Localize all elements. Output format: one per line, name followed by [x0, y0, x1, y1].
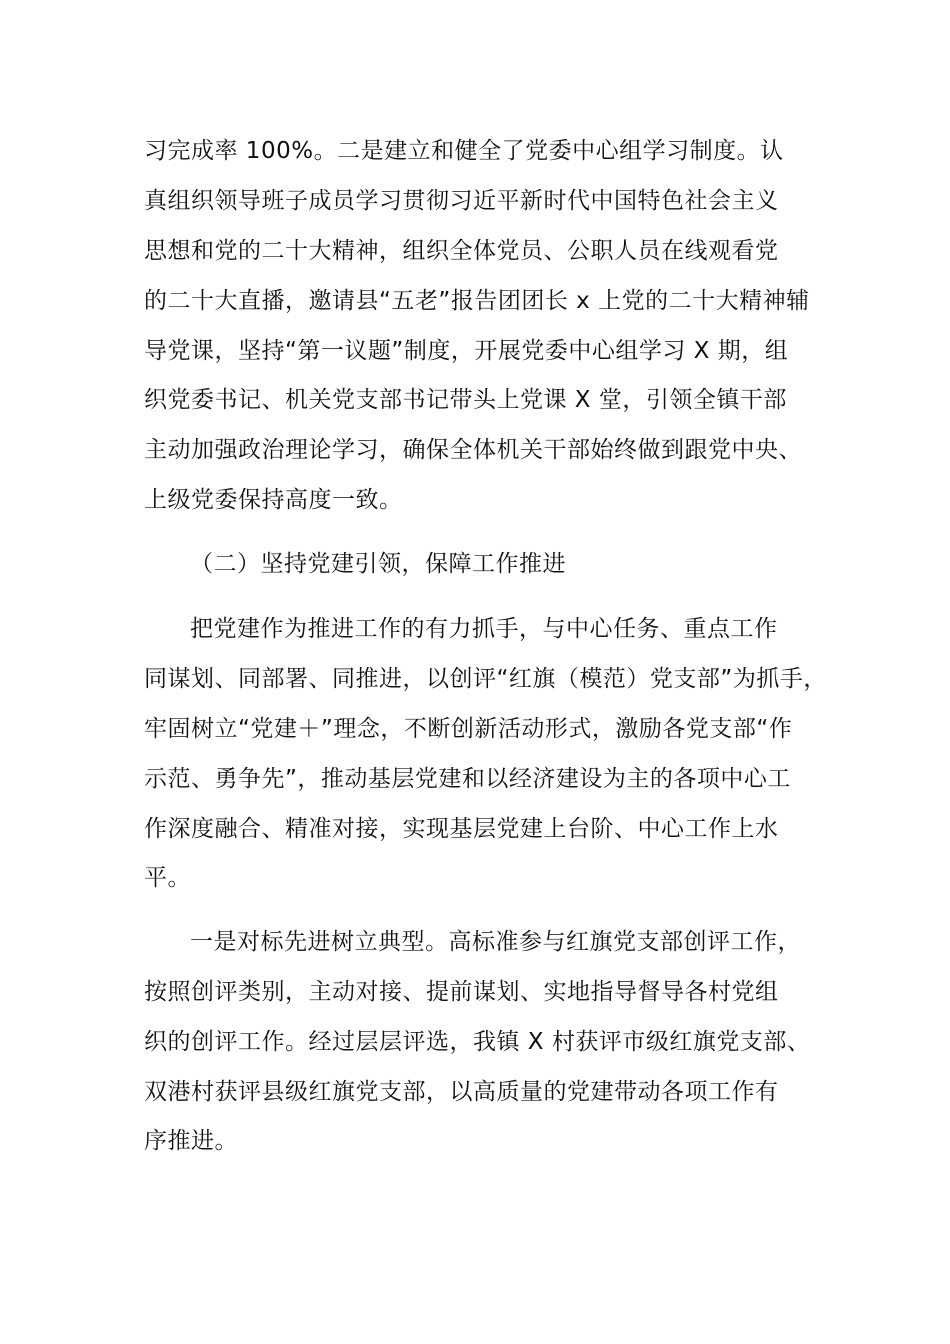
paragraph-line: 把党建作为推进工作的有力抓手，与中心任务、重点工作 [190, 616, 778, 642]
paragraph-line: 的二十大直播，邀请县“五老”报告团团长 x 上党的二十大精神辅 [144, 288, 810, 314]
paragraph-line: 真组织领导班子成员学习贯彻习近平新时代中国特色社会主义 [144, 188, 779, 214]
paragraph-line: 导党课，坚持“第一议题”制度，开展党委中心组学习 X 期，组 [144, 338, 789, 364]
paragraph-line: 同谋划、同部署、同推进，以创评“红旗（模范）党支部”为抓手， [144, 666, 827, 692]
paragraph-line: 序推进。 [144, 1128, 238, 1154]
paragraph-line: 织的创评工作。经过层层评选，我镇 X 村获评市级红旗党支部、 [144, 1029, 811, 1055]
paragraph-line: 示范、勇争先”，推动基层党建和以经济建设为主的各项中心工 [144, 766, 791, 792]
paragraph-line: 按照创评类别，主动对接、提前谋划、实地指导督导各村党组 [144, 979, 779, 1005]
paragraph-line: 牢固树立“党建＋”理念，不断创新活动形式，激励各党支部“作 [144, 716, 793, 742]
paragraph-line: 主动加强政治理论学习，确保全体机关干部始终做到跟党中央、 [144, 437, 802, 463]
paragraph-line: 一是对标先进树立典型。高标准参与红旗党支部创评工作， [190, 929, 801, 955]
paragraph-line: 作深度融合、精准对接，实现基层党建上台阶、中心工作上水 [144, 816, 779, 842]
paragraph-line: 上级党委保持高度一致。 [144, 487, 403, 513]
paragraph-line: 习完成率 100%。二是建立和健全了党委中心组学习制度。认 [144, 138, 784, 164]
paragraph-line: 双港村获评县级红旗党支部，以高质量的党建带动各项工作有 [144, 1079, 779, 1105]
paragraph-line: 思想和党的二十大精神，组织全体党员、公职人员在线观看党 [144, 238, 779, 264]
section-heading: （二）坚持党建引领，保障工作推进 [190, 551, 566, 577]
paragraph-line: 织党委书记、机关党支部书记带头上党课 X 堂，引领全镇干部 [144, 387, 787, 413]
paragraph-line: 平。 [144, 865, 191, 891]
